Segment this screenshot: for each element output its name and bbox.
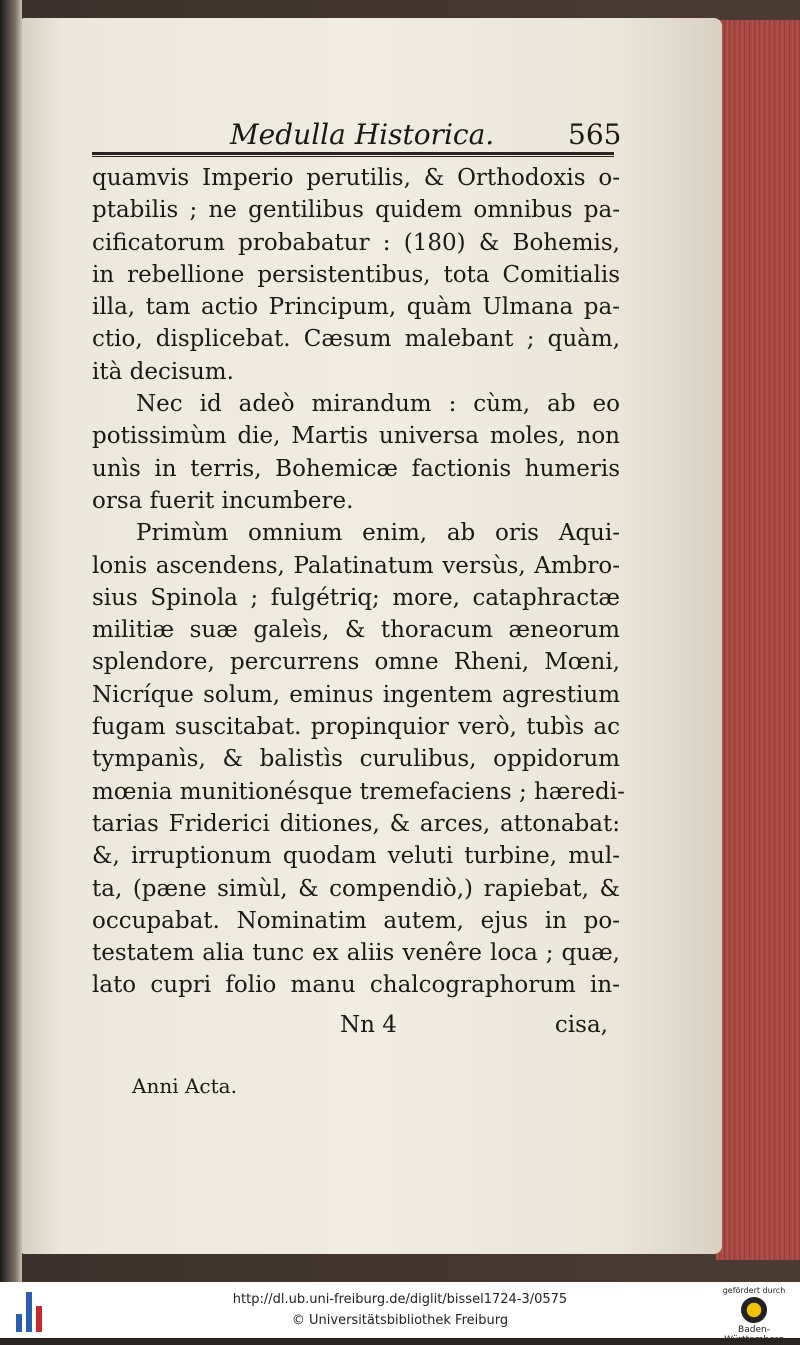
text-line: mœnia munitionésque tremefaciens ; hæredi-	[92, 778, 625, 805]
text-line: fugam suscitabat. propinquior verò, tubìs ac	[92, 714, 620, 741]
catchword: cisa,	[554, 1012, 608, 1038]
text-line: lonis ascendens, Palatinatum versùs, Ambro-	[92, 552, 620, 579]
funder-label: gefördert durch	[722, 1286, 786, 1295]
text-line: ptabilis ; ne gentilibus quidem omnibus pa-	[92, 197, 620, 224]
text-line: unìs in terris, Bohemicæ factionis humeris	[92, 455, 620, 482]
text-line: ta, (pæne simùl, & compendiò,) rapiebat, &	[92, 875, 620, 902]
text-line: testatem alia tunc ex aliis venêre loca ; quæ,	[92, 940, 620, 967]
text-line: quamvis Imperio perutilis, & Orthodoxis o-	[92, 165, 620, 191]
text-line: occupabat. Nominatim autem, ejus in po-	[92, 907, 620, 934]
state-crest-icon	[741, 1297, 767, 1323]
text-line: illa, tam actio Principum, quàm Ulmana pa-	[92, 294, 620, 321]
copyright-notice: © Universitätsbibliothek Freiburg	[291, 1313, 509, 1328]
text-line: cificatorum probabatur : (180) & Bohemis,	[92, 229, 620, 256]
text-line: lato cupri folio manu chalcographorum in-	[92, 972, 620, 999]
page-foot	[92, 1012, 608, 1044]
marginal-note: Anni Acta.	[132, 1074, 237, 1098]
body-text	[92, 162, 625, 1002]
text-line: militiæ suæ galeìs, & thoracum æneorum	[92, 617, 620, 644]
funder-name: Baden-Württemberg	[724, 1325, 784, 1345]
text-line: tympanìs, & balistìs curulibus, oppidorum	[92, 746, 620, 773]
signature-mark: Nn 4	[340, 1012, 397, 1038]
text-line: Primùm omnium enim, ab oris Aqui-	[136, 520, 620, 547]
text-line: Nec id adeò mirandum : cùm, ab eo	[136, 391, 620, 418]
permalink-url[interactable]: http://dl.ub.uni-freiburg.de/diglit/bissel1724-3/0575	[232, 1292, 568, 1307]
text-line: orsa fuerit incumbere.	[92, 487, 354, 514]
text-line: Nicríque solum, eminus ingentem agrestium	[92, 681, 620, 708]
book-fore-edge	[716, 20, 800, 1260]
text-line: tarias Friderici ditiones, & arces, attonabat:	[92, 810, 620, 837]
text-line: &, irruptionum quodam veluti turbine, mul-	[92, 843, 620, 870]
text-line: in rebellione persistentibus, tota Comitialis	[92, 261, 620, 288]
text-line: potissimùm die, Martis universa moles, non	[92, 423, 620, 450]
running-head: Medulla Historica.	[230, 118, 495, 151]
text-line: ità decisum.	[92, 358, 234, 385]
page-number: 565	[568, 118, 622, 151]
viewer-footer	[0, 1282, 800, 1345]
text-line: splendore, percurrens omne Rheni, Mœni,	[92, 649, 620, 676]
text-line: sius Spinola ; fulgétriq; more, cataphractæ	[92, 584, 620, 611]
header-rule	[92, 152, 614, 157]
facing-page-edge	[0, 0, 22, 1282]
funder-badge	[712, 1284, 796, 1345]
text-line: ctio, displicebat. Cæsum malebant ; quàm,	[92, 326, 620, 353]
